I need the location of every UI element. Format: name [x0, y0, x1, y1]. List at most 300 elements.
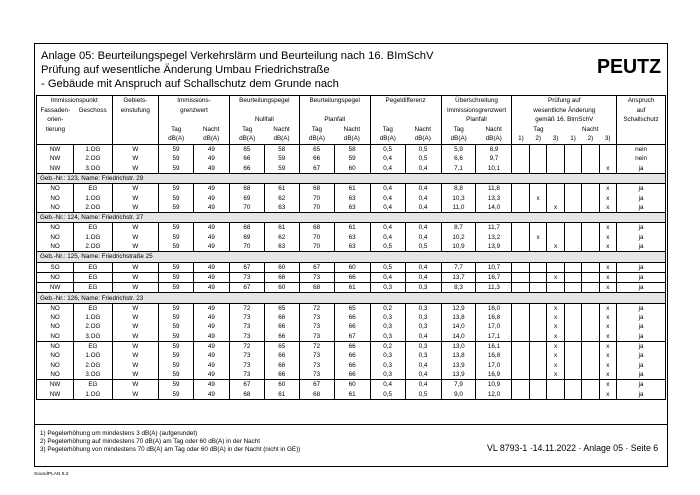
header-geschoss: Geschoss: [74, 106, 112, 116]
cell-differenz-nacht: 0,4: [405, 262, 441, 272]
cell-pruefung-tag-3: x: [547, 303, 564, 313]
table-row: [37, 332, 666, 342]
cell-nullfall-tag: 66: [229, 164, 264, 174]
header-immissionspunkt: Immissionspunkt: [37, 96, 113, 106]
cell-pruefung-tag-1: [512, 361, 529, 370]
cell-planfall-nacht: 60: [334, 164, 370, 174]
cell-pruefung-tag-3: [547, 233, 564, 242]
cell-nullfall-nacht: 60: [264, 262, 299, 272]
header-anspruch-1: Anspruch: [617, 96, 666, 106]
header-pruefung-1: Prüfung auf: [512, 96, 617, 106]
cell-differenz-nacht: 0,3: [405, 322, 441, 331]
cell-fassade: NW: [37, 389, 74, 399]
cell-pruefung-tag-1: [512, 332, 529, 342]
cell-ueberschreitung-nacht: 14,0: [476, 203, 512, 213]
cell-pruefung-nacht-1: [564, 380, 581, 390]
unit: dB(A): [299, 134, 334, 144]
cell-grenzwert-tag: 59: [159, 154, 194, 163]
cell-planfall-tag: 67: [299, 380, 334, 390]
cell-pruefung-tag-3: [547, 380, 564, 390]
unit: dB(A): [441, 134, 476, 144]
cell-anspruch: ja: [617, 370, 666, 380]
cell-planfall-nacht: 63: [334, 233, 370, 242]
cell-grenzwert-tag: 59: [159, 144, 194, 154]
cell-differenz-tag: 0,3: [370, 370, 405, 380]
footnotes: [40, 430, 300, 453]
cell-grenzwert-nacht: 49: [193, 272, 229, 282]
cell-differenz-tag: 0,2: [370, 341, 405, 351]
cell-fassade: NO: [37, 233, 74, 242]
cell-differenz-tag: 0,3: [370, 322, 405, 331]
cell-planfall-nacht: 61: [334, 184, 370, 194]
cell-ueberschreitung-tag: 13,9: [441, 361, 476, 370]
footnote-2: 2) Pegelerhöhung auf mindestens 70 dB(A) am Tag oder 60 dB(A) in der Nacht: [40, 437, 261, 445]
header-fassade-3: tierung: [37, 125, 74, 135]
footnote-1: 1) Pegelerhöhung um mindestens 3 dB(A) (aufgerundet): [40, 430, 198, 437]
logo-text: PEUTZ: [597, 56, 661, 76]
cell-pruefung-nacht-2: [582, 262, 599, 272]
cell-planfall-nacht: 66: [334, 351, 370, 360]
title-line-1: Anlage 05: Beurteilungspegel Verkehrslärm und Beurteilung nach 16. BImSchV: [41, 50, 434, 62]
cell-nullfall-nacht: 61: [264, 389, 299, 399]
cell-anspruch: ja: [617, 389, 666, 399]
cell-planfall-tag: 67: [299, 262, 334, 272]
cell-pruefung-nacht-3: x: [599, 262, 616, 272]
cell-pruefung-nacht-1: [564, 313, 581, 322]
cell-geschoss: 1.OG: [74, 193, 112, 202]
cell-differenz-nacht: 0,4: [405, 223, 441, 233]
header-planfall-nacht: Nacht: [343, 125, 361, 133]
cell-pruefung-tag-1: [512, 154, 529, 163]
cell-anspruch: ja: [617, 332, 666, 342]
cell-ueberschreitung-nacht: 10,1: [476, 164, 512, 174]
cell-grenzwert-nacht: 49: [193, 322, 229, 331]
cell-pruefung-nacht-3: [599, 144, 616, 154]
cell-pruefung-nacht-2: [582, 233, 599, 242]
cell-pruefung-tag-3: x: [547, 361, 564, 370]
cell-ueberschreitung-nacht: 13,2: [476, 233, 512, 242]
cell-nullfall-tag: 70: [229, 203, 264, 213]
cell-grenzwert-tag: 59: [159, 184, 194, 194]
cell-ueberschreitung-nacht: 12,0: [476, 389, 512, 399]
cell-nullfall-nacht: 62: [264, 193, 299, 202]
cell-geschoss: EG: [74, 303, 112, 313]
cell-pruefung-tag-2: [529, 223, 546, 233]
results-table: [36, 95, 666, 400]
header-anspruch-3: Schallschutz: [617, 115, 666, 125]
cell-anspruch: ja: [617, 184, 666, 194]
cell-pruefung-nacht-1: [564, 154, 581, 163]
cell-differenz-tag: 0,4: [370, 184, 405, 194]
cell-grenzwert-nacht: 49: [193, 370, 229, 380]
header-ueberschreitung-3: Planfall: [441, 115, 512, 125]
cell-planfall-tag: 73: [299, 272, 334, 282]
cell-gebiet: W: [112, 361, 159, 370]
cell-gebiet: W: [112, 233, 159, 242]
cell-nullfall-nacht: 66: [264, 351, 299, 360]
cell-pruefung-tag-2: [529, 313, 546, 322]
cell-differenz-tag: 0,4: [370, 223, 405, 233]
cell-pruefung-nacht-1: [564, 223, 581, 233]
cell-gebiet: W: [112, 341, 159, 351]
title-line-2: Prüfung auf wesentliche Änderung Umbau Friedrichstraße: [41, 64, 330, 76]
cell-nullfall-tag: 69: [229, 233, 264, 242]
cell-grenzwert-tag: 59: [159, 313, 194, 322]
table-row: [37, 380, 666, 390]
cell-differenz-nacht: 0,3: [405, 303, 441, 313]
cell-pruefung-tag-3: x: [547, 332, 564, 342]
cell-anspruch: ja: [617, 223, 666, 233]
cell-grenzwert-nacht: 49: [193, 184, 229, 194]
building-label: Geb.-Nr.: 126, Name: Friedrichstr. 23: [37, 293, 666, 303]
unit: dB(A): [476, 134, 512, 144]
cell-pruefung-nacht-2: [582, 351, 599, 360]
cell-differenz-nacht: 0,4: [405, 164, 441, 174]
header-ueberschreitung-nacht: Nacht: [485, 125, 502, 133]
cell-grenzwert-tag: 59: [159, 389, 194, 399]
cell-planfall-tag: 72: [299, 341, 334, 351]
table-row: [37, 351, 666, 360]
table-row: [37, 262, 666, 272]
cell-fassade: NO: [37, 370, 74, 380]
cell-pruefung-tag-1: [512, 233, 529, 242]
cell-differenz-tag: 0,4: [370, 154, 405, 163]
cell-fassade: NW: [37, 380, 74, 390]
cell-differenz-nacht: 0,3: [405, 283, 441, 293]
cell-grenzwert-nacht: 49: [193, 341, 229, 351]
cell-pruefung-nacht-1: [564, 283, 581, 293]
cell-grenzwert-tag: 59: [159, 203, 194, 213]
cell-pruefung-tag-3: [547, 223, 564, 233]
cell-gebiet: W: [112, 203, 159, 213]
cell-pruefung-nacht-3: x: [599, 322, 616, 331]
cell-nullfall-tag: 68: [229, 389, 264, 399]
cell-geschoss: EG: [74, 223, 112, 233]
cell-pruefung-nacht-3: x: [599, 303, 616, 313]
cell-planfall-nacht: 67: [334, 332, 370, 342]
cell-ueberschreitung-nacht: 16,0: [476, 303, 512, 313]
cell-differenz-tag: 0,4: [370, 164, 405, 174]
cell-ueberschreitung-nacht: 16,8: [476, 351, 512, 360]
cell-fassade: NO: [37, 351, 74, 360]
cell-grenzwert-tag: 59: [159, 242, 194, 252]
page-title: [41, 49, 433, 91]
cell-pruefung-tag-3: [547, 193, 564, 202]
table-row: [37, 370, 666, 380]
cell-ueberschreitung-nacht: 8,9: [476, 144, 512, 154]
cell-fassade: NW: [37, 154, 74, 163]
header-gebiet-2: einstufung: [112, 106, 159, 116]
cell-planfall-nacht: 66: [334, 361, 370, 370]
header-pruefung-3: gemäß 16. BImSchV: [512, 115, 617, 125]
cell-planfall-tag: 73: [299, 313, 334, 322]
cell-grenzwert-nacht: 49: [193, 203, 229, 213]
cell-nullfall-nacht: 62: [264, 233, 299, 242]
building-section-row: [37, 252, 666, 262]
cell-nullfall-nacht: 60: [264, 380, 299, 390]
cell-geschoss: 2.OG: [74, 322, 112, 331]
cell-geschoss: 3.OG: [74, 370, 112, 380]
header-differenz: Pegeldifferenz: [370, 96, 441, 106]
cell-anspruch: ja: [617, 283, 666, 293]
cell-gebiet: W: [112, 242, 159, 252]
cell-pruefung-nacht-2: [582, 184, 599, 194]
cell-geschoss: 3.OG: [74, 164, 112, 174]
cell-grenzwert-tag: 59: [159, 193, 194, 202]
table-row: [37, 223, 666, 233]
cell-ueberschreitung-tag: 12,9: [441, 303, 476, 313]
cell-differenz-tag: 0,4: [370, 233, 405, 242]
cell-pruefung-nacht-1: [564, 332, 581, 342]
cell-geschoss: 3.OG: [74, 332, 112, 342]
cell-pruefung-tag-3: x: [547, 351, 564, 360]
cell-anspruch: ja: [617, 233, 666, 242]
cell-differenz-nacht: 0,4: [405, 361, 441, 370]
header-anspruch-2: auf: [617, 106, 666, 116]
cell-geschoss: EG: [74, 380, 112, 390]
page-reference: VL 8793-1 ·14.11.2022 · Anlage 05 · Seite 6: [487, 443, 659, 453]
cell-pruefung-nacht-2: [582, 341, 599, 351]
cell-geschoss: EG: [74, 184, 112, 194]
cell-grenzwert-tag: 59: [159, 283, 194, 293]
cell-pruefung-nacht-3: x: [599, 361, 616, 370]
cell-geschoss: 2.OG: [74, 361, 112, 370]
cell-nullfall-nacht: 65: [264, 303, 299, 313]
cell-planfall-nacht: 63: [334, 193, 370, 202]
cell-planfall-tag: 70: [299, 233, 334, 242]
cell-gebiet: W: [112, 303, 159, 313]
cell-pruefung-tag-1: [512, 341, 529, 351]
cell-geschoss: EG: [74, 262, 112, 272]
cell-anspruch: ja: [617, 303, 666, 313]
cell-differenz-nacht: 0,3: [405, 313, 441, 322]
header-nullfall-tag: Tag: [229, 125, 264, 135]
cell-gebiet: W: [112, 351, 159, 360]
cell-pruefung-tag-3: [547, 154, 564, 163]
cell-pruefung-nacht-2: [582, 332, 599, 342]
cell-nullfall-tag: 67: [229, 262, 264, 272]
cell-geschoss: EG: [74, 341, 112, 351]
cell-anspruch: ja: [617, 380, 666, 390]
cell-ueberschreitung-nacht: 16,7: [476, 272, 512, 282]
cell-pruefung-tag-1: [512, 283, 529, 293]
cell-nullfall-nacht: 66: [264, 272, 299, 282]
cell-nullfall-nacht: 66: [264, 332, 299, 342]
cell-differenz-nacht: 0,3: [405, 351, 441, 360]
cell-gebiet: W: [112, 223, 159, 233]
cell-differenz-tag: 0,5: [370, 242, 405, 252]
cell-planfall-tag: 68: [299, 389, 334, 399]
cell-nullfall-nacht: 65: [264, 341, 299, 351]
cell-fassade: NW: [37, 283, 74, 293]
table-row: [37, 303, 666, 313]
cell-gebiet: W: [112, 283, 159, 293]
cell-anspruch: ja: [617, 203, 666, 213]
cell-pruefung-nacht-3: x: [599, 193, 616, 202]
cell-differenz-tag: 0,2: [370, 303, 405, 313]
cell-pruefung-nacht-1: [564, 351, 581, 360]
cell-pruefung-nacht-1: [564, 303, 581, 313]
table-row: [37, 313, 666, 322]
cell-nullfall-tag: 65: [229, 144, 264, 154]
cell-differenz-nacht: 0,4: [405, 184, 441, 194]
cell-ueberschreitung-nacht: 10,7: [476, 262, 512, 272]
cell-pruefung-tag-2: [529, 242, 546, 252]
cell-anspruch: nein: [617, 154, 666, 163]
cell-pruefung-nacht-2: [582, 272, 599, 282]
cell-geschoss: 1.OG: [74, 389, 112, 399]
cell-pruefung-nacht-3: x: [599, 341, 616, 351]
cell-pruefung-tag-3: [547, 389, 564, 399]
cell-gebiet: W: [112, 154, 159, 163]
table-row: [37, 242, 666, 252]
cell-nullfall-tag: 67: [229, 283, 264, 293]
cell-grenzwert-tag: 59: [159, 272, 194, 282]
cell-grenzwert-nacht: 49: [193, 361, 229, 370]
cell-planfall-nacht: 58: [334, 144, 370, 154]
cell-ueberschreitung-tag: 8,3: [441, 283, 476, 293]
cell-differenz-tag: 0,3: [370, 283, 405, 293]
cell-pruefung-tag-1: [512, 380, 529, 390]
cell-planfall-nacht: 59: [334, 154, 370, 163]
cell-pruefung-nacht-1: [564, 233, 581, 242]
cell-anspruch: ja: [617, 322, 666, 331]
cell-planfall-tag: 73: [299, 370, 334, 380]
cell-differenz-tag: 0,5: [370, 144, 405, 154]
cell-pruefung-nacht-3: x: [599, 351, 616, 360]
header-ueberschreitung-2: Immissionsgrenzwert: [441, 106, 512, 116]
cell-grenzwert-tag: 59: [159, 262, 194, 272]
cell-anspruch: ja: [617, 262, 666, 272]
building-label: Geb.-Nr.: 124, Name: Friedrichstr. 27: [37, 213, 666, 223]
cell-gebiet: W: [112, 262, 159, 272]
cell-pruefung-tag-3: x: [547, 322, 564, 331]
cell-nullfall-nacht: 59: [264, 154, 299, 163]
cell-pruefung-tag-3: [547, 144, 564, 154]
cell-geschoss: EG: [74, 283, 112, 293]
cell-differenz-nacht: 0,5: [405, 242, 441, 252]
cell-ueberschreitung-tag: 6,6: [441, 154, 476, 163]
cell-nullfall-nacht: 63: [264, 203, 299, 213]
cell-ueberschreitung-tag: 10,3: [441, 193, 476, 202]
header-planfall-2: Planfall: [299, 115, 370, 125]
cell-nullfall-tag: 73: [229, 370, 264, 380]
cell-planfall-nacht: 60: [334, 380, 370, 390]
cell-ueberschreitung-tag: 8,8: [441, 184, 476, 194]
cell-ueberschreitung-tag: 14,0: [441, 322, 476, 331]
cell-pruefung-nacht-2: [582, 154, 599, 163]
cell-ueberschreitung-nacht: 11,3: [476, 283, 512, 293]
cell-grenzwert-tag: 59: [159, 223, 194, 233]
cell-grenzwert-tag: 59: [159, 332, 194, 342]
cell-planfall-nacht: 66: [334, 313, 370, 322]
cell-pruefung-nacht-2: [582, 303, 599, 313]
table-row: [37, 203, 666, 213]
unit: dB(A): [229, 134, 264, 144]
header-grenzwert-1: Immissions-: [159, 96, 230, 106]
table-row: [37, 283, 666, 293]
cell-planfall-tag: 73: [299, 351, 334, 360]
cell-planfall-tag: 70: [299, 203, 334, 213]
cell-differenz-nacht: 0,4: [405, 233, 441, 242]
cell-pruefung-nacht-3: x: [599, 332, 616, 342]
cell-grenzwert-tag: 59: [159, 303, 194, 313]
cell-grenzwert-nacht: 49: [193, 332, 229, 342]
cell-differenz-nacht: 0,5: [405, 144, 441, 154]
cell-pruefung-tag-1: [512, 223, 529, 233]
cell-pruefung-nacht-1: [564, 322, 581, 331]
cell-differenz-tag: 0,3: [370, 351, 405, 360]
cell-nullfall-nacht: 59: [264, 164, 299, 174]
cell-geschoss: 2.OG: [74, 154, 112, 163]
cell-fassade: NO: [37, 313, 74, 322]
header-fassade-1: Fassaden-: [37, 106, 74, 116]
cell-differenz-nacht: 0,4: [405, 272, 441, 282]
header-nullfall-1: Beurteilungspegel: [229, 96, 299, 106]
cell-pruefung-tag-2: [529, 272, 546, 282]
cell-ueberschreitung-tag: 8,7: [441, 223, 476, 233]
cell-pruefung-tag-2: [529, 164, 546, 174]
cell-nullfall-tag: 67: [229, 380, 264, 390]
table-row: [37, 389, 666, 399]
cell-fassade: NO: [37, 242, 74, 252]
cell-pruefung-nacht-1: [564, 341, 581, 351]
cell-pruefung-nacht-1: [564, 262, 581, 272]
table-row: [37, 322, 666, 331]
cell-grenzwert-nacht: 49: [193, 313, 229, 322]
cell-differenz-tag: 0,3: [370, 361, 405, 370]
cell-pruefung-tag-3: [547, 184, 564, 194]
header-pruefung-2: wesentliche Änderung: [512, 106, 617, 116]
cell-pruefung-tag-1: [512, 303, 529, 313]
cell-ueberschreitung-nacht: 13,9: [476, 242, 512, 252]
cell-planfall-nacht: 63: [334, 203, 370, 213]
cell-pruefung-nacht-2: [582, 322, 599, 331]
cell-pruefung-nacht-3: x: [599, 283, 616, 293]
header-pruefung-nacht: Nacht: [581, 125, 599, 133]
cell-differenz-nacht: 0,4: [405, 370, 441, 380]
unit: dB(A): [370, 134, 405, 144]
cell-nullfall-tag: 73: [229, 322, 264, 331]
cell-ueberschreitung-tag: 13,7: [441, 272, 476, 282]
table-row: [37, 184, 666, 194]
cell-pruefung-tag-3: x: [547, 313, 564, 322]
cell-fassade: NO: [37, 361, 74, 370]
cell-grenzwert-nacht: 49: [193, 144, 229, 154]
table-row: [37, 193, 666, 202]
header-planfall-tag: Tag: [299, 125, 334, 135]
footnote-3: 3) Pegelerhöhung von mindestens 70 dB(A) am Tag oder 60 dB(A) in der Nacht (nicht in GE)): [40, 445, 301, 453]
cell-pruefung-nacht-1: [564, 370, 581, 380]
cell-pruefung-tag-2: [529, 351, 546, 360]
cell-nullfall-tag: 70: [229, 242, 264, 252]
cell-nullfall-tag: 73: [229, 361, 264, 370]
cell-ueberschreitung-tag: 13,8: [441, 351, 476, 360]
table-row: [37, 154, 666, 163]
cell-differenz-nacht: 0,4: [405, 380, 441, 390]
cell-planfall-nacht: 61: [334, 389, 370, 399]
cell-ueberschreitung-tag: 11,0: [441, 203, 476, 213]
cell-nullfall-tag: 66: [229, 154, 264, 163]
cell-geschoss: EG: [74, 272, 112, 282]
cell-planfall-tag: 66: [299, 154, 334, 163]
cell-pruefung-nacht-3: x: [599, 164, 616, 174]
cell-grenzwert-nacht: 49: [193, 193, 229, 202]
cell-pruefung-tag-3: x: [547, 203, 564, 213]
cell-nullfall-nacht: 61: [264, 184, 299, 194]
cell-differenz-tag: 0,5: [370, 389, 405, 399]
cell-pruefung-nacht-2: [582, 361, 599, 370]
